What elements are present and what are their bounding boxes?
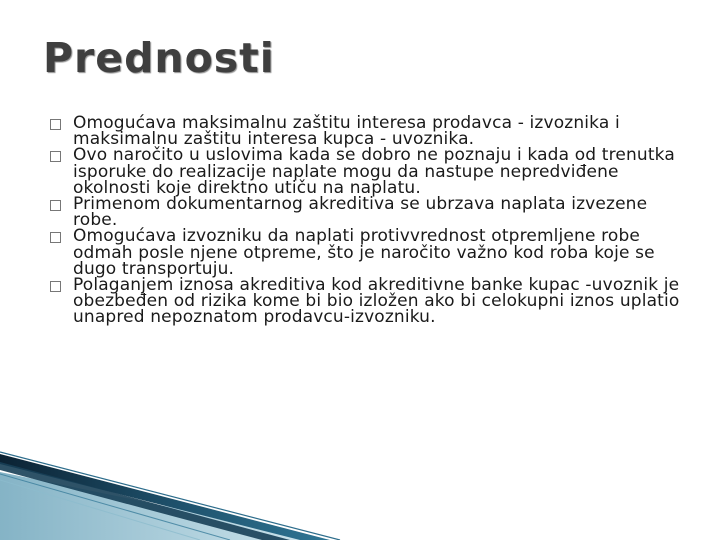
slide-title: Prednosti [43, 34, 275, 82]
decorative-wave [0, 440, 720, 540]
checkbox-bullet-icon [50, 119, 61, 130]
checkbox-bullet-icon [50, 200, 61, 211]
bullet-text: Omogućava izvozniku da naplati protivvrednost otpremljene robe odmah posle njene otpreme, što je naročito važno kod roba koje se dugo transportuju. [73, 226, 655, 279]
bullet-text: Omogućava maksimalnu zaštitu interesa prodavca - izvoznika i maksimalnu zaštitu interesa kupca - uvoznika. [73, 113, 620, 150]
checkbox-bullet-icon [50, 232, 61, 243]
checkbox-bullet-icon [50, 151, 61, 162]
checkbox-bullet-icon [50, 281, 61, 292]
bullet-item [50, 277, 690, 326]
bullet-text: Primenom dokumentarnog akreditiva se ubrzava naplata izvezene robe. [73, 194, 648, 231]
bullet-item [50, 194, 690, 231]
bullet-text: Polaganjem iznosa akreditiva kod akreditivne banke kupac -uvoznik je obezbeđen od rizika kome bi bio izložen ako bi celokupni iznos uplatio unapred nepoznatom prodavcu-izvozniku. [73, 275, 680, 328]
bullet-item [50, 147, 690, 196]
bullet-list [50, 115, 690, 326]
bullet-item [50, 113, 690, 150]
bullet-item [50, 228, 690, 277]
bullet-text: Ovo naročito u uslovima kada se dobro ne poznaju i kada od trenutka isporuke do realizacije naplate mogu da nastupe nepredviđene okolnosti koje direktno utiču na naplatu. [73, 145, 675, 198]
